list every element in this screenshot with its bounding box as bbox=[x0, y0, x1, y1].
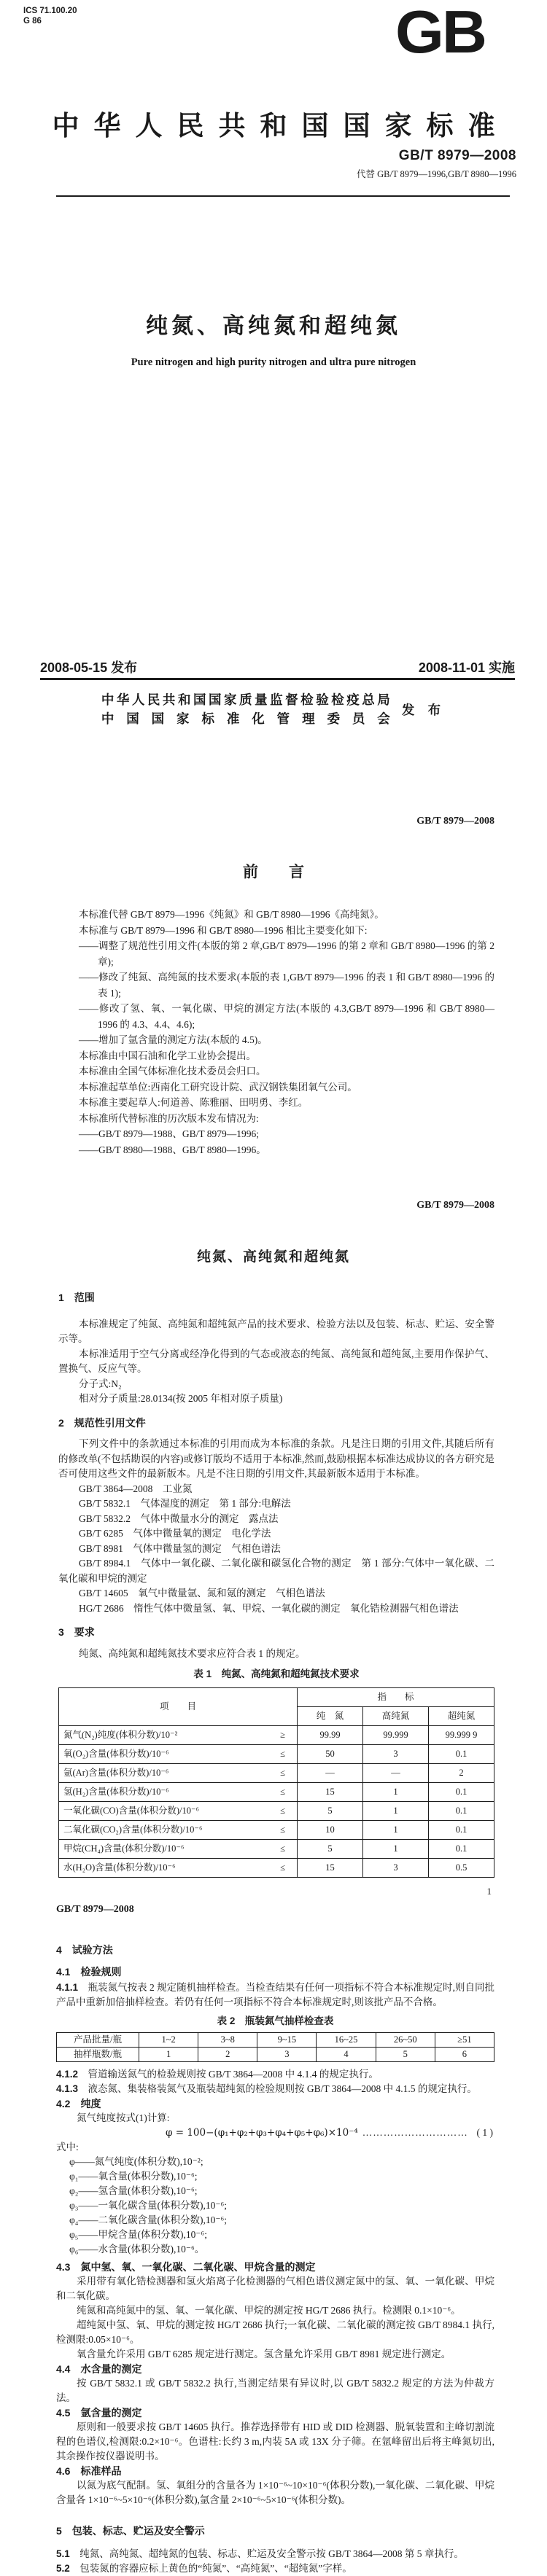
section-4-heading: 4 试验方法 bbox=[56, 1944, 113, 1956]
batch-range: 16~25 bbox=[317, 2033, 376, 2048]
molecular-weight: 相对分子质量:28.0134(按 2005 年相对原子质量) bbox=[79, 1393, 283, 1404]
clause-text: 液态氮、集装格装氮气及瓶装超纯氮的检验规则按 GB/T 3864—2008 中 4.1.5 的规定执行。 bbox=[88, 2083, 477, 2094]
row-item-label: 二氧化碳(CO₂)含量(体积分数)/10⁻⁶ bbox=[63, 1824, 203, 1835]
ics-number: ICS 71.100.20 bbox=[23, 7, 77, 15]
table-row bbox=[59, 1744, 494, 1763]
value-pure: 15 bbox=[298, 1782, 363, 1801]
doc-class-code: G 86 bbox=[23, 17, 42, 26]
value-pure: 5 bbox=[298, 1801, 363, 1820]
table-row bbox=[59, 1839, 494, 1858]
ics-classification bbox=[23, 6, 77, 26]
reference-item: GB/T 8981 气体中微量氢的测定 气相色谱法 bbox=[79, 1542, 281, 1554]
table-row bbox=[59, 1820, 494, 1839]
value-ultra: 0.1 bbox=[429, 1801, 494, 1820]
value-high: 99.999 bbox=[363, 1725, 429, 1744]
table2-caption: 表 2 瓶装氮气抽样检查表 bbox=[217, 2015, 334, 2026]
row-item-label: 水(H₂O)含量(体积分数)/10⁻⁶ bbox=[63, 1862, 176, 1873]
standard-type-title: 中华人民共和国国家标准 bbox=[52, 112, 510, 141]
method-paragraph: 纯氮和高纯氮中的氢、氧、一氧化碳、甲烷的测定按 HG/T 2686 执行。检测限 0.1×10⁻⁶。 bbox=[77, 2305, 461, 2316]
purity-formula: φ = 100−(φ₁+φ₂+φ₃+φ₄+φ₅+φ₆)×10⁻⁴ bbox=[166, 2127, 358, 2139]
document-title-en: Pure nitrogen and high purity nitrogen and ultra pure nitrogen bbox=[131, 356, 416, 368]
value-ultra: 0.1 bbox=[429, 1820, 494, 1839]
foreword-paragraph: 本标准由全国气体标准化技术委员会归口。 bbox=[79, 1066, 266, 1077]
issue-date: 2008-05-15 发布 bbox=[40, 660, 138, 675]
relation-symbol: ≤ bbox=[280, 1748, 285, 1759]
method-paragraph: 采用带有氧化锆检测器和氢火焰离子化检测器的气相色谱仪测定氮中的氢、氧、一氧化碳、甲烷和二氧化碳。 bbox=[56, 2276, 494, 2301]
clause-number: 4.1.1 bbox=[56, 1982, 79, 1993]
foreword-body bbox=[0, 907, 547, 1158]
where-label: 式中: bbox=[56, 2142, 79, 2152]
clause-text: 纯氮、高纯氮、超纯氮的包装、标志、贮运及安全警示按 GB/T 3864—2008 第 5 章执行。 bbox=[79, 2548, 464, 2559]
references-intro: 下列文件中的条款通过本标准的引用而成为本标准的条款。凡是注日期的引用文件,其随后所有的修改单(不包括勘误的内容)或修订版均不适用于本标准,然而,鼓励根据本标准达成协议的各方研究是否可使用这些文件的最新版本。凡是不注日期的引用文件,其最新版本适用于本标准。 bbox=[58, 1438, 494, 1479]
reference-item: GB/T 6285 气体中微量氧的测定 电化学法 bbox=[79, 1528, 271, 1539]
row-item-label: 氮气(N₂)纯度(体积分数)/10⁻² bbox=[63, 1729, 178, 1740]
body-title: 纯氮、高纯氮和超纯氮 bbox=[196, 1249, 350, 1265]
value-ultra: 0.5 bbox=[429, 1858, 494, 1877]
foreword-paragraph: 本标准主要起草人:何道善、陈雅丽、田明勇、李红。 bbox=[79, 1097, 309, 1108]
table-header-row bbox=[59, 1687, 494, 1706]
formula-number: ( 1 ) bbox=[476, 2127, 493, 2138]
method-paragraph: 超纯氮中氢、氧、甲烷的测定按 HG/T 2686 执行;一氧化碳、二氧化碳的测定按 GB/T 8984.1 执行,检测限:0.05×10⁻⁶。 bbox=[56, 2319, 494, 2345]
foreword-title: 前 言 bbox=[243, 864, 304, 881]
batch-range: 26~50 bbox=[376, 2033, 435, 2048]
sample-count: 2 bbox=[198, 2048, 257, 2062]
formula-symbol-definition: φ₂——氢含量(体积分数),10⁻⁶; bbox=[69, 2185, 198, 2196]
foreword-change-item: ——调整了规范性引用文件(本版的第 2 章,GB/T 8979—1996 的第 2 章和 GB/T 8980—1996 的第 2 章); bbox=[79, 940, 494, 967]
content-page-2 bbox=[0, 1899, 547, 2574]
table-row bbox=[57, 2033, 494, 2048]
foreword-paragraph: 本标准与 GB/T 8979—1996 和 GB/T 8980—1996 相比主要变化如下: bbox=[79, 924, 368, 936]
row-item-label: 氢(H₂)含量(体积分数)/10⁻⁶ bbox=[63, 1786, 169, 1797]
foreword-change-item: ——增加了氩含量的测定方法(本版的 4.5)。 bbox=[79, 1034, 268, 1045]
formula-symbol-definition: φ₃——一氧化碳含量(体积分数),10⁻⁶; bbox=[69, 2200, 227, 2211]
formula-symbol-definition: φ——氮气纯度(体积分数),10⁻²; bbox=[69, 2156, 203, 2167]
section-3-heading: 3 要求 bbox=[58, 1626, 95, 1638]
foreword-history-item: ——GB/T 8979—1988、GB/T 8979—1996; bbox=[79, 1128, 260, 1139]
clause-number: 5.1 bbox=[56, 2548, 70, 2559]
clause-number: 5.2 bbox=[56, 2563, 70, 2574]
cover-page bbox=[0, 0, 547, 773]
sample-count: 4 bbox=[317, 2048, 376, 2062]
foreword-history-item: ——GB/T 8980—1988、GB/T 8980—1996。 bbox=[79, 1144, 266, 1155]
col-header-high-purity: 高纯氮 bbox=[363, 1706, 429, 1725]
table-row bbox=[59, 1763, 494, 1782]
relation-symbol: ≤ bbox=[280, 1786, 285, 1797]
relation-symbol: ≤ bbox=[280, 1805, 285, 1816]
reference-item: GB/T 8984.1 气体中一氧化碳、二氧化碳和碳氢化合物的测定 第 1 部分:气体中一氧化碳、二氧化碳和甲烷的测定 bbox=[58, 1558, 494, 1584]
formula-symbol-definition: φ₁——氧含量(体积分数),10⁻⁶; bbox=[69, 2171, 198, 2182]
foreword-page bbox=[0, 815, 547, 1194]
reference-item: HG/T 2686 惰性气体中微量氢、氧、甲烷、一氧化碳的测定 氧化锆检测器气相色谱法 bbox=[79, 1602, 459, 1614]
clause-text: 瓶装氮气按表 2 规定随机抽样检查。当检查结果有任何一项指标不符合本标准规定时,则自同批产品中重新加倍抽样检查。若仍有任何一项指标不符合本标准规定时,则该批产品不合格。 bbox=[56, 1982, 495, 2007]
date-row bbox=[40, 657, 515, 676]
reference-item: GB/T 14605 氧气中微量氩、氮和氪的测定 气相色谱法 bbox=[79, 1588, 325, 1599]
purity-intro: 氮气纯度按式(1)计算: bbox=[77, 2112, 170, 2123]
section-4-2-heading: 4.2 纯度 bbox=[56, 2098, 101, 2109]
page1-body bbox=[0, 1290, 547, 1899]
table-row bbox=[59, 1782, 494, 1801]
foreword-paragraph: 本标准代替 GB/T 8979—1996《纯氮》和 GB/T 8980—1996《高纯氮》。 bbox=[79, 909, 384, 920]
formula-leader-dots: ………………………… bbox=[362, 2127, 468, 2138]
section-5-heading: 5 包装、标志、贮运及安全警示 bbox=[56, 2525, 205, 2537]
clause-4-1-2 bbox=[56, 2067, 494, 2082]
table-row bbox=[59, 1858, 494, 1877]
sample-count: 1 bbox=[139, 2048, 198, 2062]
table1-caption: 表 1 纯氮、高纯氮和超纯氮技术要求 bbox=[193, 1668, 360, 1679]
requirements-table bbox=[58, 1687, 494, 1878]
value-high: 1 bbox=[363, 1782, 429, 1801]
reference-item: GB/T 5832.2 气体中微量水分的测定 露点法 bbox=[79, 1513, 279, 1524]
clause-text: 管道输送氮气的检验规则按 GB/T 3864—2008 中 4.1.4 的规定执行。 bbox=[88, 2069, 379, 2080]
table-row bbox=[59, 1801, 494, 1820]
clause-5-1 bbox=[56, 2547, 494, 2561]
batch-range: 9~15 bbox=[257, 2033, 317, 2048]
value-ultra: 99.999 9 bbox=[429, 1725, 494, 1744]
clause-number: 4.1.2 bbox=[56, 2069, 79, 2080]
row-item-label: 甲烷(CH₄)含量(体积分数)/10⁻⁶ bbox=[63, 1843, 185, 1854]
sample-count-label: 抽样瓶数/瓶 bbox=[57, 2048, 139, 2062]
page-header-standard-number: GB/T 8979—2008 bbox=[416, 816, 494, 827]
method-paragraph: 原则和一般要求按 GB/T 14605 执行。推荐选择带有 HID 或 DID 检测器、脱氧装置和主峰切割流程的色谱仪,检测限:0.2×10⁻⁶。色谱柱:长约 3 m,内装 5A 或 13X 分子筛。在氩峰留出后将主峰氮切出,其余操作按仪器说明书。 bbox=[56, 2421, 494, 2462]
relation-symbol: ≤ bbox=[280, 1843, 285, 1854]
value-pure: 50 bbox=[298, 1744, 363, 1763]
page-number: 1 bbox=[486, 1885, 492, 1897]
value-ultra: 0.1 bbox=[429, 1839, 494, 1858]
clause-4-1-1 bbox=[56, 1980, 494, 2010]
formula-symbol-definition: φ₆——水含量(体积分数),10⁻⁶。 bbox=[69, 2244, 205, 2255]
replaces-note: 代替 GB/T 8979—1996,GB/T 8980—1996 bbox=[357, 169, 516, 179]
issued-by-label: 发 布 bbox=[401, 702, 446, 717]
scope-paragraph: 本标准规定了纯氮、高纯氮和超纯氮产品的技术要求、检验方法以及包装、标志、贮运、安全警示等。 bbox=[58, 1318, 494, 1344]
page-header-standard-number: GB/T 8979—2008 bbox=[416, 1200, 494, 1211]
table-row bbox=[57, 2048, 494, 2062]
foreword-paragraph: 本标准起草单位:西南化工研究设计院、武汉钢铁集团氧气公司。 bbox=[79, 1081, 357, 1093]
requirements-paragraph: 纯氮、高纯氮和超纯氮技术要求应符合表 1 的规定。 bbox=[79, 1647, 306, 1659]
purity-formula-row bbox=[56, 2126, 494, 2140]
value-ultra: 0.1 bbox=[429, 1744, 494, 1763]
sample-count: 6 bbox=[435, 2048, 494, 2062]
reference-item: GB/T 3864—2008 工业氮 bbox=[79, 1483, 193, 1494]
col-header-index: 指 标 bbox=[298, 1687, 494, 1706]
method-paragraph: 以氮为底气配制。氢、氧组分的含量各为 1×10⁻⁶~10×10⁻⁶(体积分数),一氧化碳、二氧化碳、甲烷含量各 1×10⁻⁶~5×10⁻⁶(体积分数),氩含量 2×10⁻⁶~5×10⁻⁶(体积分数)。 bbox=[56, 2480, 494, 2505]
cover-rule-top bbox=[56, 195, 510, 197]
page2-body bbox=[0, 1943, 547, 2576]
sample-count: 5 bbox=[376, 2048, 435, 2062]
section-4-3-heading: 4.3 氮中氢、氧、一氧化碳、二氧化碳、甲烷含量的测定 bbox=[56, 2261, 316, 2273]
value-ultra: 0.1 bbox=[429, 1782, 494, 1801]
batch-range: ≥51 bbox=[435, 2033, 494, 2048]
value-high: 3 bbox=[363, 1858, 429, 1877]
col-header-ultra-pure: 超纯氮 bbox=[429, 1706, 494, 1725]
row-item-label: 氩(Ar)含量(体积分数)/10⁻⁶ bbox=[63, 1767, 169, 1778]
row-item-label: 氧(O₂)含量(体积分数)/10⁻⁶ bbox=[63, 1748, 169, 1759]
section-2-heading: 2 规范性引用文件 bbox=[58, 1416, 146, 1429]
col-header-pure: 纯 氮 bbox=[298, 1706, 363, 1725]
value-high: 3 bbox=[363, 1744, 429, 1763]
clause-number: 4.1.3 bbox=[56, 2083, 79, 2094]
clause-text: 包装氮的容器应标上黄色的“纯氮”、“高纯氮”、“超纯氮”字样。 bbox=[79, 2563, 352, 2574]
content-page-1 bbox=[0, 1195, 547, 1895]
page-header-standard-number: GB/T 8979—2008 bbox=[56, 1904, 134, 1915]
cover-rule-bottom bbox=[40, 678, 515, 680]
value-high: 1 bbox=[363, 1839, 429, 1858]
section-4-4-heading: 4.4 水含量的测定 bbox=[56, 2363, 142, 2375]
scope-paragraph: 本标准适用于空气分离或经净化得到的气态或液态的纯氮、高纯氮和超纯氮,主要用作保护气、置换气、反应气等。 bbox=[58, 1348, 494, 1374]
standard-number: GB/T 8979—2008 bbox=[398, 148, 516, 163]
value-pure: 10 bbox=[298, 1820, 363, 1839]
sample-count: 3 bbox=[257, 2048, 317, 2062]
section-4-1-heading: 4.1 检验规则 bbox=[56, 1966, 122, 1978]
foreword-paragraph: 本标准所代替标准的历次版本发布情况为: bbox=[79, 1112, 259, 1124]
batch-range: 3~8 bbox=[198, 2033, 257, 2048]
foreword-change-item: ——修改了纯氮、高纯氮的技术要求(本版的表 1,GB/T 8979—1996 的表 1 和 GB/T 8980—1996 的表 1); bbox=[79, 972, 494, 999]
batch-size-label: 产品批量/瓶 bbox=[57, 2033, 139, 2048]
foreword-change-item: ——修改了氢、氧、一氧化碳、甲烷的测定方法(本版的 4.3,GB/T 8979—1996 和 GB/T 8980—1996 的 4.3、4.4、4.6); bbox=[79, 1003, 494, 1030]
clause-4-1-3 bbox=[56, 2082, 494, 2096]
value-pure: 99.99 bbox=[298, 1725, 363, 1744]
value-pure: 15 bbox=[298, 1858, 363, 1877]
document-title-cn: 纯氮、高纯氮和超纯氮 bbox=[146, 314, 401, 338]
relation-symbol: ≥ bbox=[280, 1729, 285, 1740]
method-paragraph: 按 GB/T 5832.1 或 GB/T 5832.2 执行,当测定结果有异议时,以 GB/T 5832.2 规定的方法为仲裁方法。 bbox=[56, 2378, 494, 2403]
table-row bbox=[59, 1725, 494, 1744]
gb-logo: GB bbox=[395, 0, 485, 66]
formula-symbol-definition: φ₄——二氧化碳含量(体积分数),10⁻⁶; bbox=[69, 2214, 227, 2225]
formula-symbol-definition: φ₅——甲烷含量(体积分数),10⁻⁶; bbox=[69, 2229, 207, 2240]
section-4-5-heading: 4.5 氩含量的测定 bbox=[56, 2407, 142, 2419]
issuer-line-1: 中华人民共和国国家质量监督检验检疫总局 bbox=[101, 692, 390, 707]
value-high: — bbox=[363, 1763, 429, 1782]
issuer-line-2: 中国国家标准化管理委员会 bbox=[101, 711, 390, 726]
foreword-paragraph: 本标准由中国石油和化学工业协会提出。 bbox=[79, 1050, 256, 1061]
clause-5-2 bbox=[56, 2561, 494, 2576]
section-1-heading: 1 范围 bbox=[58, 1292, 95, 1303]
method-paragraph: 氧含量允许采用 GB/T 6285 规定进行测定。氢含量允许采用 GB/T 8981 规定进行测定。 bbox=[77, 2349, 451, 2360]
value-high: 1 bbox=[363, 1820, 429, 1839]
issuer-names bbox=[101, 690, 390, 728]
relation-symbol: ≤ bbox=[280, 1862, 285, 1873]
col-header-item: 项 目 bbox=[59, 1687, 298, 1725]
relation-symbol: ≤ bbox=[280, 1824, 285, 1835]
value-ultra: 2 bbox=[429, 1763, 494, 1782]
issuer-block bbox=[0, 690, 547, 728]
batch-range: 1~2 bbox=[139, 2033, 198, 2048]
value-high: 1 bbox=[363, 1801, 429, 1820]
row-item-label: 一氧化碳(CO)含量(体积分数)/10⁻⁶ bbox=[63, 1805, 199, 1816]
value-pure: 5 bbox=[298, 1839, 363, 1858]
relation-symbol: ≤ bbox=[280, 1767, 285, 1778]
section-4-6-heading: 4.6 标准样品 bbox=[56, 2465, 122, 2477]
molecular-formula: 分子式:N₂ bbox=[79, 1378, 122, 1389]
implementation-date: 2008-11-01 实施 bbox=[418, 660, 515, 675]
value-pure: — bbox=[298, 1763, 363, 1782]
sampling-table bbox=[56, 2032, 494, 2062]
reference-item: GB/T 5832.1 气体湿度的测定 第 1 部分:电解法 bbox=[79, 1498, 291, 1509]
